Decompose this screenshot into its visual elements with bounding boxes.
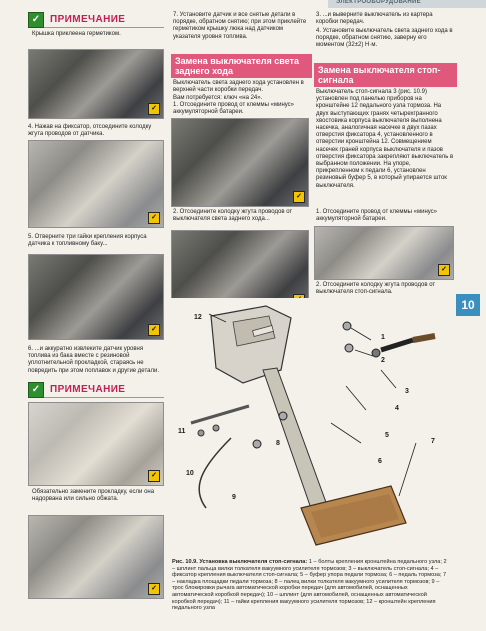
note-title-2: ПРИМЕЧАНИЕ: [50, 384, 126, 395]
section-number-tab: 10: [456, 294, 480, 316]
note-header-1: [28, 12, 164, 28]
photo-reverse-switch: [171, 118, 309, 207]
photo-sensor-nuts: [28, 254, 164, 340]
figure-caption-text: 1 – болты крепления кронштейна педального узла; 2 – шплинт пальца вилки толкателя вакуумного усилителя тормозов; 3 – выключатель стоп-сигнала; 4 – фиксатор крепления выключателя стоп-сигнала; 5 – буфер упора педали тормоза; 6 – педаль тормоза; 7 – накладка площадки педали тормоза; 8 – палец вилки толкателя вакуумного усилителя тормозов; 9 – трос блокировки рычага автоматической коробки передач (для автомобилей, оснащенных автоматической коробкой передач); 10 – шплинт (для автомобилей, оснащенных автоматической коробкой передач); 11 – гайки крепления вакуумного усилителя тормозов; 12 – кронштейн крепления педального узла: [172, 559, 447, 612]
photo-fuel-hatch: [28, 49, 164, 119]
step-4-left: 4. Нажав на фиксатор, отсоедините колодку жгута проводов от датчика.: [28, 124, 152, 138]
photo-tag: ✓: [148, 583, 160, 595]
callout-10: 10: [186, 470, 194, 477]
photo-tag: ✓: [148, 470, 160, 482]
step-5-left: 5. Отверните три гайки крепления корпуса датчика к топливному баку...: [28, 234, 147, 248]
photo-tag: ✓: [148, 103, 160, 115]
step-4-right: 4. Установите выключатель света заднего хода в порядке, обратном снятию, заверну его моментом (32±2) Н·м.: [316, 28, 453, 49]
callout-4: 4: [395, 405, 399, 412]
step-6-left: 6. ...и аккуратно извлеките датчик уровня топлива из бака вместе с резиновой уплотнительной прокладкой, стараясь не повредить при этом поплавок и другие детали.: [28, 346, 159, 374]
pedal-diagram: [171, 298, 452, 553]
section-heading-stop-switch: Замена выключателя стоп-сигнала: [314, 63, 457, 87]
intro-reverse-light: Выключатель света заднего хода установлен в верхней части коробки передач.: [173, 80, 304, 94]
step-1-middle: 1. Отсоедините провод от клеммы «минус» аккумуляторной батареи.: [173, 102, 295, 116]
section-heading-reverse-light: Замена выключателя света заднего хода: [171, 54, 312, 78]
callout-9: 9: [232, 494, 236, 501]
callout-5: 5: [385, 432, 389, 439]
photo-fuel-sensor: [28, 402, 164, 486]
running-title: ЭЛЕКТРООБОРУДОВАНИЕ: [336, 0, 421, 5]
callout-3: 3: [405, 388, 409, 395]
photo-stop-switch: [314, 226, 454, 280]
photo-tag: ✓: [438, 264, 450, 276]
photo-tag: ✓: [148, 324, 160, 336]
note-text-1: Крышка приклеена герметиком.: [32, 31, 121, 37]
intro-stop-switch: Выключатель стоп-сигнала 3 (рис. 10.9) установлен под панелью приборов на кронштейне 12 педального узла тормоза. На двух выступающих гранях четырехгранного хвостовика корпуса выключателя выполнена насечка, аналогичная насечке в двух пазах отверстия фиксатора 4, установленного в отверстии кронштейна 12. Совмещением насечек граней корпуса выключателя и пазов отверстия фиксатора закрепляют выключатель в выбранном положении. На упоре, прикрепленном к педали 6, установлен резиновый буфер 5, в который упирается шток выключателя.: [316, 89, 454, 189]
note-header-2: [28, 382, 164, 398]
photo-tag: ✓: [148, 212, 160, 224]
callout-7: 7: [431, 438, 435, 445]
tool-reverse-light: Вам потребуется: ключ «на 24».: [173, 95, 263, 101]
step-7-middle: 7. Установите датчик и все снятые детали в порядке, обратном снятию; при этом приклейте герметиком крышку люка над датчиком указателя уровня топлива.: [173, 12, 307, 40]
note-title-1: ПРИМЕЧАНИЕ: [50, 14, 126, 25]
step-2-middle: 2. Отсоедините колодку жгута проводов от выключателя света заднего хода...: [173, 209, 293, 223]
figure-caption-title: Рис. 10.9. Установка выключателя стоп-сигнала:: [172, 559, 308, 565]
photo-tag: ✓: [293, 191, 305, 203]
callout-1: 1: [381, 334, 385, 341]
photo-disconnect-connector: [28, 140, 164, 228]
note-text-2: Обязательно замените прокладку, если она надорвана или сильно обжата.: [32, 489, 155, 503]
step-2-right: 2. Отсоедините колодку жгута проводов от выключателя стоп-сигнала.: [316, 282, 436, 296]
callout-2: 2: [381, 357, 385, 364]
note-icon: ✓: [28, 382, 44, 398]
step-3-right: 3. ...и выверните выключатель из картера коробки передач.: [316, 12, 433, 26]
running-header: [328, 0, 486, 8]
callout-12: 12: [194, 314, 202, 321]
callout-6: 6: [378, 458, 382, 465]
figure-caption: [172, 559, 450, 612]
note-icon: ✓: [28, 12, 44, 28]
photo-gasket: [28, 515, 164, 599]
step-1-right: 1. Отсоедините провод от клеммы «минус» аккумуляторной батареи.: [316, 209, 438, 223]
callout-8: 8: [276, 440, 280, 447]
callout-11: 11: [178, 428, 186, 435]
